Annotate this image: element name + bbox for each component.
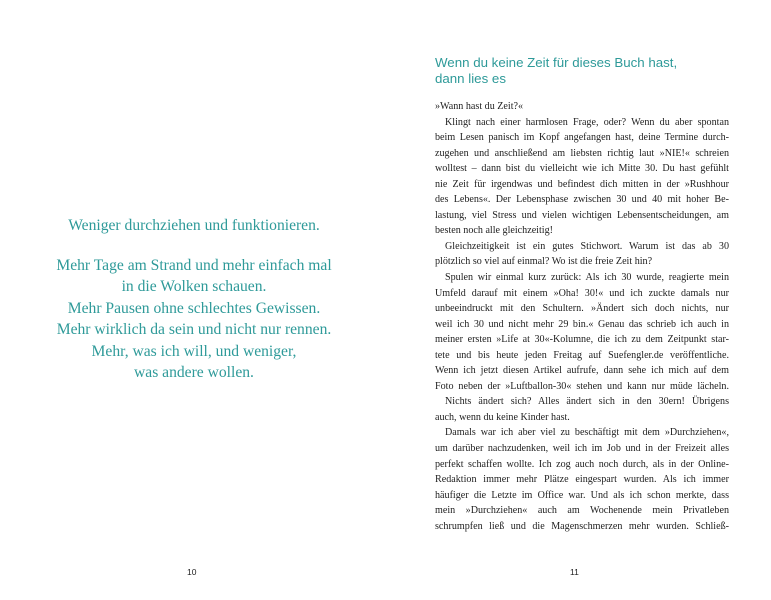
quote-line: Weniger durchziehen und funktionieren. <box>68 217 320 234</box>
quote-line: in die Wolken schauen. <box>121 278 267 295</box>
page-number-right: 11 <box>570 567 579 577</box>
body-line: des Lebens«. Der Lebensphase zwischen 30 und 40 mit hoher Be- <box>435 194 729 206</box>
body-line: unbeeindruckt mit den Schultern. »Ändert sich doch nichts, nur <box>435 303 729 315</box>
body-line: zugehen und anschließend am liebsten richtig laut »NIE!« schreien <box>435 147 729 159</box>
body-line: Spulen wir einmal kurz zurück: Als ich 30 wurde, reagierte mein <box>445 272 729 284</box>
body-line: nie Zeit für irgendwas und befindest dich mitten in der »Rushhour <box>435 178 729 190</box>
epigraph-quote <box>44 215 344 384</box>
body-line: tete und bis heute jeden Freitag auf Suefengler.de veröffentliche. <box>435 349 729 361</box>
body-line: schrumpfen ließ und die Magenschmerzen mehr wurden. Schließ- <box>435 520 729 532</box>
body-line: Klingt nach einer harmlosen Frage, oder? Wenn du aber spontan <box>445 116 729 128</box>
body-line: Gleichzeitigkeit ist ein gutes Stichwort. Warum ist das ab 30 <box>445 240 729 252</box>
body-line: Nichts ändert sich? Alles ändert sich in den 30ern! Übrigens <box>445 396 729 408</box>
body-line: auch, wenn du keine Kinder hast. <box>435 411 570 423</box>
body-line: lastung, viel Stress und vielen wichtigen Lebensentscheidungen, am <box>435 209 729 221</box>
quote-line: Mehr wirklich da sein und nicht nur rennen. <box>56 321 332 338</box>
body-line: Damals war ich aber viel zu beschäftigt mit dem »Durchziehen«, <box>445 427 729 439</box>
chapter-title-line: dann lies es <box>435 70 506 86</box>
body-line: beim Lesen panisch im Kopf angefangen hast, deine Termine durch- <box>435 132 729 144</box>
body-line: wolltest – dann bist du vielleicht wie ich Mitte 30. Du hast gefühlt <box>435 163 729 175</box>
quote-line: Mehr Pausen ohne schlechtes Gewissen. <box>67 299 321 317</box>
body-line: Redaktion immer mehr Plätze eingespart wurden. Als ich immer <box>435 474 729 486</box>
quote-line: Mehr Tage am Strand und mehr einfach mal <box>56 256 332 274</box>
body-text <box>435 99 729 534</box>
body-line: meiner ersten »Life at 30«-Kolumne, die ich zu dem Zeitpunkt star- <box>435 334 729 346</box>
body-line: Foto neben der »Luftballon-30« stehen und kann nur müde lächeln. <box>435 380 729 392</box>
body-line: Umfeld darauf mit einem »Oha! 30!« und ich zuckte damals nur <box>435 287 729 299</box>
body-line: »Wann hast du Zeit?« <box>435 101 524 112</box>
quote-line: Mehr, was ich will, und weniger, <box>91 342 297 360</box>
page-number-left: 10 <box>187 567 197 577</box>
left-page <box>0 0 385 600</box>
body-line: besten noch alle gleichzeitig! <box>435 225 553 237</box>
body-line: weil ich 30 und nicht mehr 29 bin.« Genau das schrieb ich auch in <box>435 318 729 330</box>
right-page <box>386 0 771 600</box>
quote-line: was andere wollen. <box>134 364 254 381</box>
body-line: häufiger die Letzte im Office war. Und als ich schon merkte, dass <box>435 489 729 501</box>
body-line: um darüber nachzudenken, weil ich im Job und in der Freizeit alles <box>435 443 729 455</box>
body-line: perfekt schaffen wollte. Ich zog auch noch durch, als in der Online- <box>435 458 729 470</box>
body-line: Wenn ich jetzt diesen Artikel aufrufe, dann sehe ich mich auf dem <box>435 365 729 377</box>
body-line: mein »Durchziehen« auch am Wochenende mein Privatleben <box>435 505 729 517</box>
chapter-title-line: Wenn du keine Zeit für dieses Buch hast, <box>435 55 678 70</box>
chapter-title <box>435 55 735 86</box>
body-line: plötzlich so viel auf einmal? Wo ist die freie Zeit hin? <box>435 256 653 268</box>
